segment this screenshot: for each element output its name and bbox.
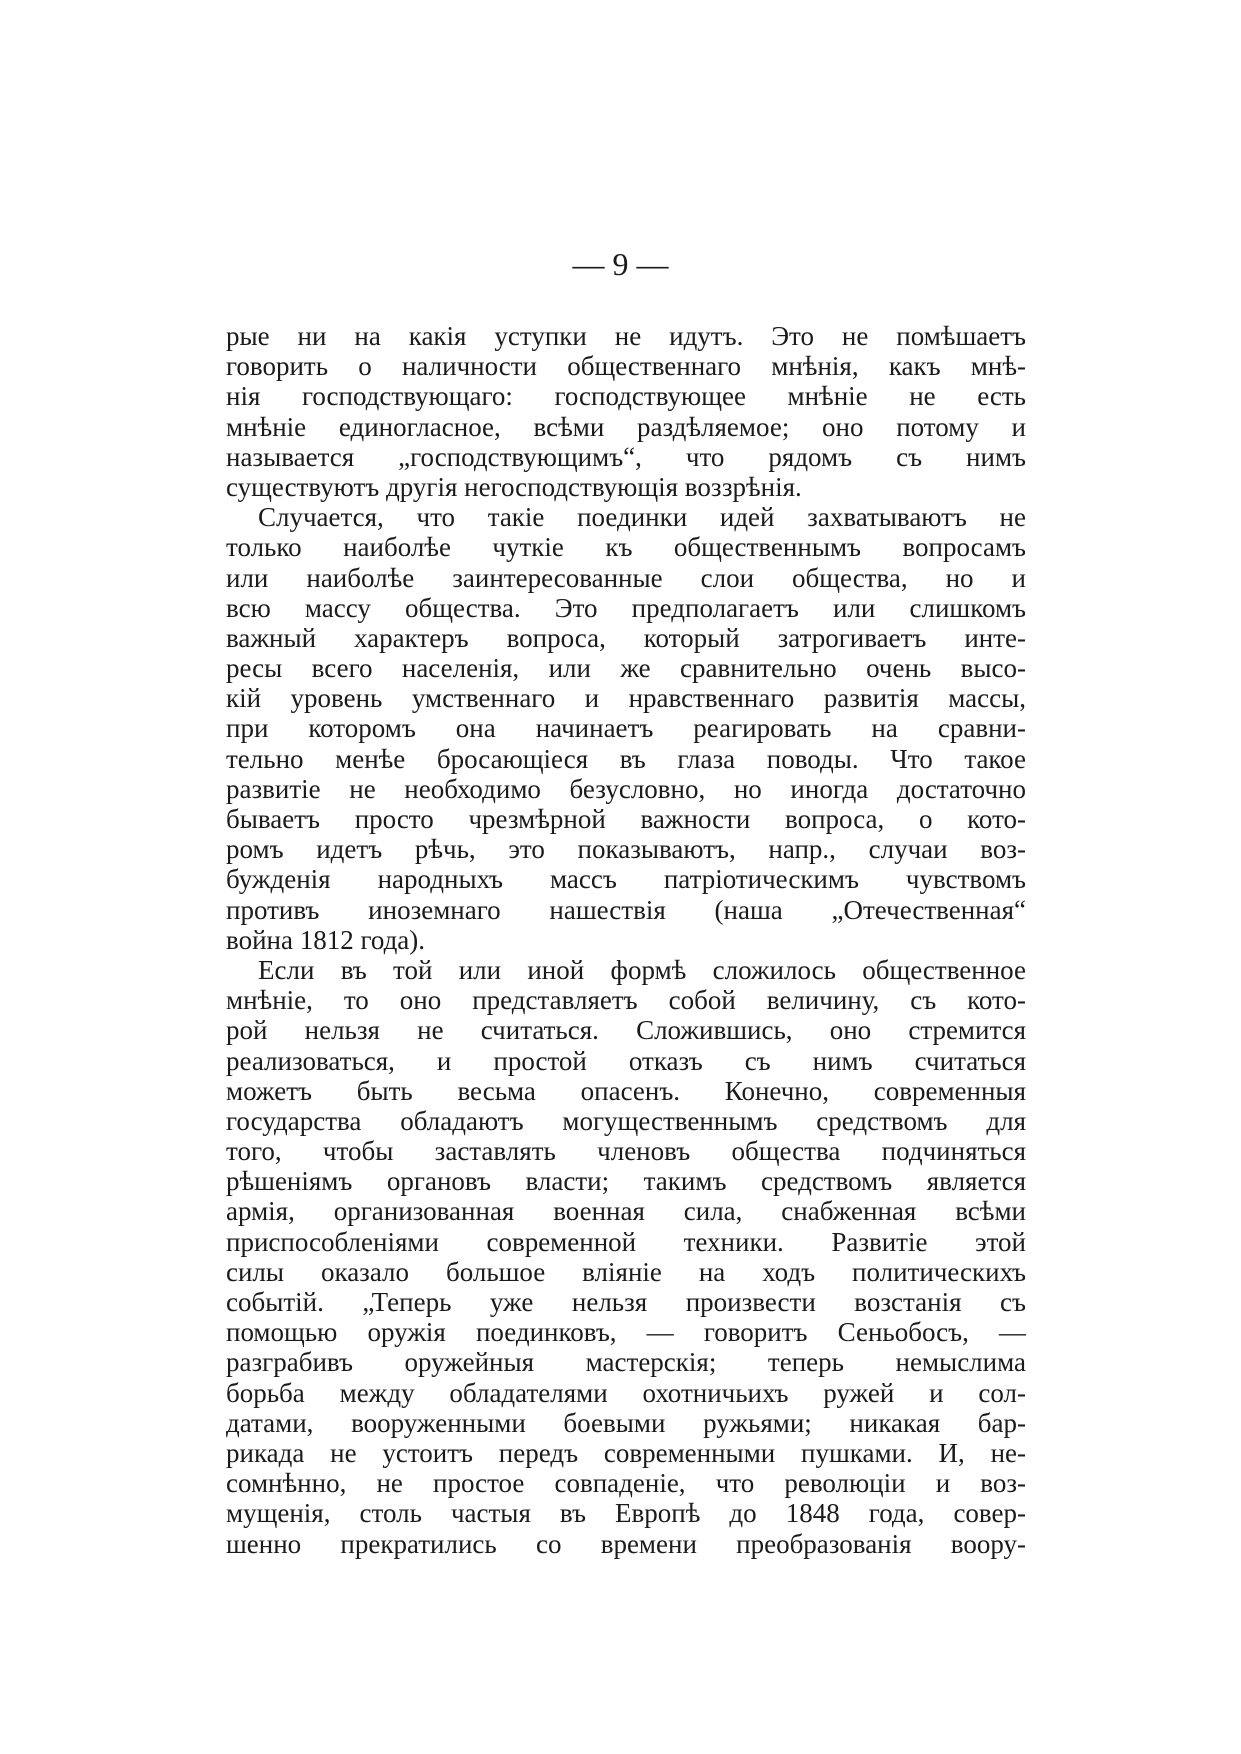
text-line: можетъ быть весьма опасенъ. Конечно, современныя [226, 1075, 1026, 1106]
body-text [226, 321, 1026, 1559]
text-line: событій. „Теперь уже нельзя произвести возстанія съ [226, 1287, 1026, 1317]
text-line: Случается, что такіе поединки идей захватываютъ не [258, 502, 1026, 533]
text-line: только наиболѣе чуткіе къ общественнымъ вопросамъ [226, 532, 1026, 563]
text-line: рикада не устоитъ передъ современными пушками. И, не- [226, 1437, 1026, 1468]
text-line: противъ иноземнаго нашествія (наша „Отечественная“ [226, 894, 1026, 925]
text-line: разграбивъ оружейныя мастерскія; теперь немыслима [226, 1347, 1026, 1378]
text-line: бываетъ просто чрезмѣрной важности вопроса, о кото- [226, 804, 1026, 834]
text-line: армія, организованная военная сила, снабженная всѣми [226, 1196, 1026, 1227]
text-line: называется „господствующимъ“, что рядомъ съ нимъ [226, 441, 1026, 472]
text-line: приспособленіями современной техники. Развитіе этой [226, 1226, 1026, 1257]
text-line: рые ни на какія уступки не идутъ. Это не помѣшаетъ [226, 321, 1026, 351]
text-line: говорить о наличности общественнаго мнѣнія, какъ мнѣ- [226, 351, 1026, 382]
text-line: помощью оружія поединковъ, — говоритъ Сеньобосъ, — [226, 1317, 1026, 1348]
text-line: тельно менѣе бросающіеся въ глаза поводы. Что такое [226, 743, 1026, 774]
text-line: сомнѣнно, не простое совпаденіе, что революціи и воз- [226, 1468, 1026, 1499]
text-line: шенно прекратились со времени преобразованія воору- [226, 1528, 1026, 1559]
text-line: бужденія народныхъ массъ патріотическимъ чувствомъ [226, 864, 1026, 895]
text-line: борьба между обладателями охотничьихъ ружей и сол- [226, 1377, 1026, 1408]
text-line: мущенія, столь частыя въ Европѣ до 1848 года, совер- [226, 1498, 1026, 1529]
text-line: рѣшеніямъ органовъ власти; такимъ средствомъ является [226, 1166, 1026, 1197]
text-line: всю массу общества. Это предполагаетъ или слишкомъ [226, 592, 1026, 623]
text-line: мнѣніе, то оно представляетъ собой величину, съ кото- [226, 985, 1026, 1016]
text-line: того, чтобы заставлять членовъ общества подчиняться [226, 1136, 1026, 1167]
text-line: датами, вооруженными боевыми ружьями; никакая бар- [226, 1407, 1026, 1438]
text-line: мнѣніе единогласное, всѣми раздѣляемое; оно потому и [226, 411, 1026, 442]
text-line: рой нельзя не считаться. Сложившись, оно стремится [226, 1015, 1026, 1046]
text-line: война 1812 года). [226, 924, 426, 955]
text-line: существуютъ другія негосподствующія воззрѣнія. [226, 471, 802, 502]
page-number: — 9 — [572, 246, 669, 282]
text-line: государства обладаютъ могущественнымъ средствомъ для [226, 1105, 1026, 1136]
text-line: реализоваться, и простой отказъ съ нимъ считаться [226, 1045, 1026, 1076]
text-line: развитіе не необходимо безусловно, но иногда достаточно [226, 773, 1026, 804]
text-line: нія господствующаго: господствующее мнѣніе не есть [226, 381, 1026, 412]
text-line: или наиболѣе заинтересованные слои общества, но и [226, 562, 1026, 593]
text-line: при которомъ она начинаетъ реагировать на сравни- [226, 713, 1026, 744]
text-line: ромъ идетъ рѣчь, это показываютъ, напр., случаи воз- [226, 834, 1026, 865]
text-line: Если въ той или иной формѣ сложилось общественное [258, 954, 1026, 985]
text-line: кій уровень умственнаго и нравственнаго развитія массы, [226, 683, 1026, 714]
text-line: важный характеръ вопроса, который затрогиваетъ инте- [226, 622, 1026, 653]
text-line: силы оказало большое вліяніе на ходъ политическихъ [226, 1256, 1026, 1287]
text-line: ресы всего населенія, или же сравнительно очень высо- [226, 653, 1026, 684]
